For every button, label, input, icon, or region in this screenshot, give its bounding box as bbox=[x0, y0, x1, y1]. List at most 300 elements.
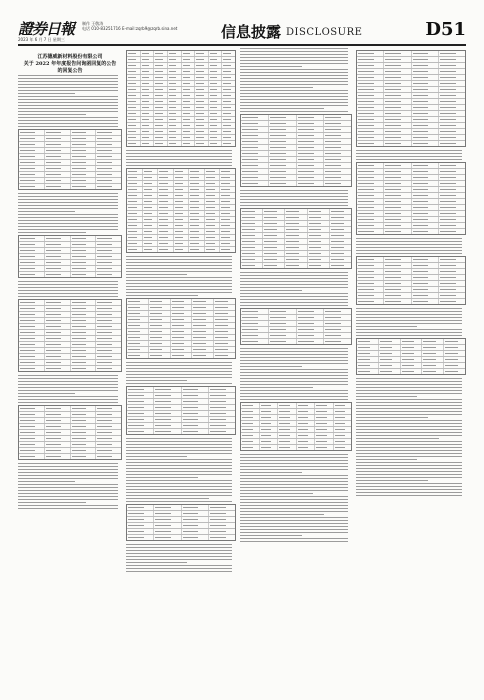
table-cell bbox=[220, 199, 235, 204]
text-line bbox=[356, 253, 462, 254]
text-line bbox=[126, 286, 232, 287]
table-cell bbox=[174, 211, 190, 216]
text-line bbox=[18, 75, 118, 76]
table-cell bbox=[384, 275, 411, 280]
table-cell bbox=[214, 335, 235, 340]
text-line bbox=[18, 223, 118, 224]
table-cell bbox=[330, 257, 351, 262]
table-cell bbox=[71, 136, 97, 141]
table-cell bbox=[384, 163, 411, 168]
table-cell bbox=[384, 105, 411, 110]
table-cell bbox=[154, 57, 168, 62]
text-line bbox=[356, 244, 462, 245]
table-cell bbox=[241, 415, 260, 420]
table-cell bbox=[384, 141, 411, 146]
text-line bbox=[126, 489, 232, 490]
table-cell bbox=[96, 254, 121, 259]
table-cell bbox=[297, 181, 325, 186]
text-line bbox=[240, 535, 302, 536]
table-cell bbox=[439, 199, 465, 204]
table-cell bbox=[19, 248, 45, 253]
table-cell bbox=[19, 172, 45, 177]
table-cell bbox=[45, 148, 71, 153]
text-line bbox=[126, 474, 232, 475]
table-cell bbox=[241, 327, 269, 332]
table bbox=[18, 235, 122, 278]
table-cell bbox=[154, 417, 181, 422]
table-cell bbox=[19, 254, 45, 259]
table-cell bbox=[439, 105, 465, 110]
table-cell bbox=[209, 505, 235, 510]
text-line bbox=[126, 571, 232, 572]
table-cell bbox=[141, 135, 155, 140]
table-cell bbox=[209, 51, 223, 56]
table-cell bbox=[241, 257, 263, 262]
text-line bbox=[356, 411, 462, 412]
table-cell bbox=[154, 117, 168, 122]
text-line bbox=[356, 465, 462, 466]
table-cell bbox=[357, 345, 379, 350]
text-line bbox=[18, 202, 118, 203]
table-cell bbox=[412, 287, 439, 292]
table-cell bbox=[127, 429, 154, 434]
table-cell bbox=[297, 169, 325, 174]
table-cell bbox=[357, 205, 384, 210]
text-line bbox=[126, 559, 232, 560]
table-cell bbox=[285, 239, 307, 244]
table-cell bbox=[71, 442, 97, 447]
table-cell bbox=[127, 135, 141, 140]
table-cell bbox=[357, 135, 384, 140]
text-line bbox=[356, 435, 462, 436]
text-line bbox=[240, 526, 348, 527]
table-cell bbox=[19, 136, 45, 141]
table-cell bbox=[205, 235, 221, 240]
table-cell bbox=[297, 127, 325, 132]
table-cell bbox=[127, 411, 154, 416]
table-row bbox=[241, 339, 351, 344]
table-cell bbox=[334, 439, 352, 444]
table-cell bbox=[222, 87, 235, 92]
table-cell bbox=[154, 141, 168, 146]
table-cell bbox=[357, 275, 384, 280]
table-cell bbox=[45, 254, 71, 259]
table-cell bbox=[127, 535, 154, 540]
table-cell bbox=[205, 211, 221, 216]
table-cell bbox=[19, 142, 45, 147]
text-line bbox=[356, 320, 462, 321]
table-cell bbox=[308, 251, 330, 256]
table-cell bbox=[278, 433, 297, 438]
table-cell bbox=[412, 217, 439, 222]
text-line bbox=[18, 81, 118, 82]
table-cell bbox=[324, 157, 351, 162]
table-cell bbox=[168, 93, 182, 98]
table-cell bbox=[357, 181, 384, 186]
table-cell bbox=[412, 193, 439, 198]
table-cell bbox=[315, 439, 334, 444]
table-cell bbox=[209, 129, 223, 134]
table-cell bbox=[263, 227, 285, 232]
table-cell bbox=[209, 393, 235, 398]
table-cell bbox=[401, 345, 423, 350]
table-cell bbox=[141, 117, 155, 122]
table-cell bbox=[334, 409, 352, 414]
table-cell bbox=[141, 81, 155, 86]
table-cell bbox=[127, 311, 149, 316]
text-line bbox=[126, 368, 232, 369]
table-cell bbox=[45, 248, 71, 253]
table-cell bbox=[174, 175, 190, 180]
table-cell bbox=[96, 318, 121, 323]
text-line bbox=[126, 262, 232, 263]
table-cell bbox=[278, 415, 297, 420]
table-cell bbox=[19, 312, 45, 317]
table-cell bbox=[127, 305, 149, 310]
table-cell bbox=[71, 430, 97, 435]
table-cell bbox=[158, 175, 174, 180]
table-cell bbox=[182, 393, 209, 398]
table-cell bbox=[384, 87, 411, 92]
table-cell bbox=[45, 442, 71, 447]
table-cell bbox=[141, 63, 155, 68]
text-line bbox=[18, 214, 118, 215]
text-line bbox=[356, 384, 462, 385]
table-cell bbox=[127, 187, 143, 192]
text-line bbox=[126, 471, 232, 472]
table-cell bbox=[439, 217, 465, 222]
table-cell bbox=[182, 93, 196, 98]
table-cell bbox=[324, 175, 351, 180]
table-cell bbox=[241, 233, 263, 238]
table-cell bbox=[189, 229, 205, 234]
text-line bbox=[356, 153, 462, 154]
table-cell bbox=[384, 69, 411, 74]
table-cell bbox=[171, 311, 193, 316]
table-cell bbox=[189, 235, 205, 240]
table-cell bbox=[330, 245, 351, 250]
table-cell bbox=[285, 257, 307, 262]
table-cell bbox=[182, 399, 209, 404]
table bbox=[126, 386, 236, 435]
table-cell bbox=[141, 93, 155, 98]
table-cell bbox=[71, 242, 97, 247]
table-cell bbox=[96, 312, 121, 317]
text-line bbox=[18, 466, 118, 467]
text-line bbox=[356, 459, 417, 460]
text-line bbox=[18, 84, 118, 85]
table-row bbox=[19, 454, 121, 459]
text-line bbox=[240, 390, 348, 391]
table-cell bbox=[19, 424, 45, 429]
table-cell bbox=[241, 169, 269, 174]
table-cell bbox=[357, 199, 384, 204]
table-cell bbox=[357, 123, 384, 128]
text-line bbox=[240, 505, 348, 506]
table-row bbox=[127, 535, 235, 540]
table-cell bbox=[308, 239, 330, 244]
table-cell bbox=[209, 523, 235, 528]
table-cell bbox=[182, 517, 209, 522]
text-line bbox=[356, 396, 417, 397]
table-cell bbox=[71, 312, 97, 317]
table-cell bbox=[71, 236, 97, 241]
table-cell bbox=[149, 335, 171, 340]
text-line bbox=[240, 102, 348, 103]
table bbox=[240, 114, 352, 187]
table-cell bbox=[222, 123, 235, 128]
table-cell bbox=[96, 354, 121, 359]
table-cell bbox=[195, 135, 209, 140]
table-cell bbox=[209, 517, 235, 522]
table-cell bbox=[357, 257, 384, 262]
text-line bbox=[18, 484, 118, 485]
table-cell bbox=[141, 69, 155, 74]
table-cell bbox=[45, 160, 71, 165]
text-line bbox=[240, 69, 348, 70]
table-cell bbox=[315, 409, 334, 414]
table-cell bbox=[241, 315, 269, 320]
table-cell bbox=[241, 421, 260, 426]
table-cell bbox=[96, 136, 121, 141]
table-cell bbox=[297, 309, 325, 314]
table-cell bbox=[143, 187, 159, 192]
table-cell bbox=[154, 529, 181, 534]
text-line bbox=[240, 463, 348, 464]
table-cell bbox=[96, 418, 121, 423]
contact-line: 电话 010-83251716 E-mail:zqrb9@zqrb.sina.net bbox=[82, 26, 178, 31]
table-cell bbox=[220, 181, 235, 186]
table-cell bbox=[127, 211, 143, 216]
table-cell bbox=[205, 229, 221, 234]
table-cell bbox=[241, 427, 260, 432]
text-line bbox=[240, 384, 348, 385]
table-cell bbox=[45, 142, 71, 147]
table-cell bbox=[154, 387, 181, 392]
table-cell bbox=[158, 211, 174, 216]
text-line bbox=[126, 459, 232, 460]
text-line bbox=[18, 220, 118, 221]
table-cell bbox=[209, 535, 235, 540]
table-cell bbox=[241, 333, 269, 338]
table-cell bbox=[209, 75, 223, 80]
table-cell bbox=[297, 327, 325, 332]
table-cell bbox=[127, 205, 143, 210]
table-cell bbox=[357, 269, 384, 274]
table-cell bbox=[412, 105, 439, 110]
table-cell bbox=[220, 169, 235, 174]
table bbox=[356, 338, 466, 375]
table-cell bbox=[182, 529, 209, 534]
table-cell bbox=[439, 69, 465, 74]
table-cell bbox=[357, 293, 384, 298]
text-line bbox=[126, 456, 187, 457]
table-row bbox=[241, 263, 351, 268]
table-cell bbox=[19, 330, 45, 335]
table-cell bbox=[308, 209, 330, 214]
table-cell bbox=[439, 205, 465, 210]
table-cell bbox=[439, 281, 465, 286]
table-cell bbox=[158, 247, 174, 252]
table-row bbox=[127, 353, 235, 358]
text-line bbox=[356, 156, 462, 157]
table-cell bbox=[241, 227, 263, 232]
table-cell bbox=[19, 130, 45, 135]
table-cell bbox=[154, 123, 168, 128]
text-line bbox=[18, 193, 118, 194]
text-line bbox=[18, 290, 118, 291]
table-cell bbox=[412, 263, 439, 268]
table-cell bbox=[357, 175, 384, 180]
table-cell bbox=[127, 329, 149, 334]
table-cell bbox=[324, 309, 351, 314]
text-line bbox=[18, 114, 86, 115]
table-cell bbox=[330, 221, 351, 226]
table-cell bbox=[45, 306, 71, 311]
table-cell bbox=[412, 87, 439, 92]
text-line bbox=[240, 111, 348, 112]
table-cell bbox=[189, 199, 205, 204]
table-cell bbox=[260, 409, 279, 414]
table-cell bbox=[205, 223, 221, 228]
table-cell bbox=[127, 175, 143, 180]
table-cell bbox=[45, 436, 71, 441]
table-cell bbox=[269, 127, 297, 132]
table-cell bbox=[71, 354, 97, 359]
table-cell bbox=[260, 403, 279, 408]
text-line bbox=[356, 381, 462, 382]
text-line bbox=[18, 384, 118, 385]
table-cell bbox=[297, 133, 325, 138]
table-cell bbox=[209, 123, 223, 128]
table-cell bbox=[209, 93, 223, 98]
text-line bbox=[356, 402, 462, 403]
table-cell bbox=[412, 175, 439, 180]
text-line bbox=[356, 483, 462, 484]
table-cell bbox=[168, 111, 182, 116]
table-cell bbox=[149, 311, 171, 316]
table-cell bbox=[96, 436, 121, 441]
table-cell bbox=[195, 129, 209, 134]
table-cell bbox=[220, 229, 235, 234]
table-cell bbox=[71, 366, 97, 371]
text-line bbox=[356, 432, 462, 433]
text-line bbox=[18, 390, 118, 391]
table-cell bbox=[308, 245, 330, 250]
table-cell bbox=[71, 142, 97, 147]
text-line bbox=[18, 93, 75, 94]
table-cell bbox=[182, 405, 209, 410]
table-cell bbox=[154, 111, 168, 116]
table-cell bbox=[149, 353, 171, 358]
text-line bbox=[240, 487, 348, 488]
table-cell bbox=[143, 193, 159, 198]
table-cell bbox=[439, 51, 465, 56]
table-cell bbox=[45, 324, 71, 329]
table bbox=[126, 50, 236, 147]
text-line bbox=[240, 199, 348, 200]
masthead bbox=[18, 18, 466, 44]
table-cell bbox=[315, 433, 334, 438]
text-line bbox=[240, 499, 348, 500]
table-cell bbox=[241, 221, 263, 226]
table-cell bbox=[182, 69, 196, 74]
text-line bbox=[126, 495, 232, 496]
table-cell bbox=[401, 369, 423, 374]
text-line bbox=[126, 553, 232, 554]
table-cell bbox=[384, 205, 411, 210]
table-cell bbox=[384, 117, 411, 122]
table-cell bbox=[154, 411, 181, 416]
text-line bbox=[240, 284, 348, 285]
table-cell bbox=[297, 445, 316, 450]
text-line bbox=[240, 366, 302, 367]
table-cell bbox=[241, 133, 269, 138]
text-line bbox=[126, 280, 232, 281]
table-cell bbox=[182, 535, 209, 540]
table-cell bbox=[220, 187, 235, 192]
text-line bbox=[240, 493, 313, 494]
table-cell bbox=[189, 181, 205, 186]
table-cell bbox=[19, 272, 45, 277]
text-line bbox=[240, 272, 348, 273]
table-cell bbox=[154, 87, 168, 92]
table-cell bbox=[241, 181, 269, 186]
table-row bbox=[127, 429, 235, 434]
table-cell bbox=[412, 69, 439, 74]
table-cell bbox=[412, 129, 439, 134]
table-cell bbox=[297, 121, 325, 126]
text-line bbox=[240, 466, 348, 467]
table-cell bbox=[182, 505, 209, 510]
text-line bbox=[356, 420, 462, 421]
table-cell bbox=[19, 324, 45, 329]
table-cell bbox=[158, 241, 174, 246]
table-cell bbox=[182, 387, 209, 392]
table-cell bbox=[174, 247, 190, 252]
table-cell bbox=[127, 505, 154, 510]
table-cell bbox=[45, 360, 71, 365]
table-cell bbox=[45, 136, 71, 141]
table-cell bbox=[241, 263, 263, 268]
table-cell bbox=[439, 175, 465, 180]
table-cell bbox=[412, 163, 439, 168]
table-cell bbox=[214, 299, 235, 304]
table-cell bbox=[357, 141, 384, 146]
table-cell bbox=[357, 51, 384, 56]
table-cell bbox=[19, 336, 45, 341]
table-cell bbox=[384, 269, 411, 274]
text-line bbox=[126, 450, 232, 451]
table-cell bbox=[209, 141, 223, 146]
text-line bbox=[18, 90, 118, 91]
table-cell bbox=[45, 348, 71, 353]
table-cell bbox=[278, 403, 297, 408]
table-cell bbox=[45, 312, 71, 317]
table-cell bbox=[297, 415, 316, 420]
text-line bbox=[356, 238, 462, 239]
table-cell bbox=[141, 111, 155, 116]
table-cell bbox=[127, 217, 143, 222]
table bbox=[18, 129, 122, 190]
text-line bbox=[126, 153, 232, 154]
text-line bbox=[240, 369, 348, 370]
table-cell bbox=[19, 436, 45, 441]
text-line bbox=[240, 302, 348, 303]
table-cell bbox=[222, 135, 235, 140]
table-cell bbox=[71, 154, 97, 159]
table-cell bbox=[127, 123, 141, 128]
